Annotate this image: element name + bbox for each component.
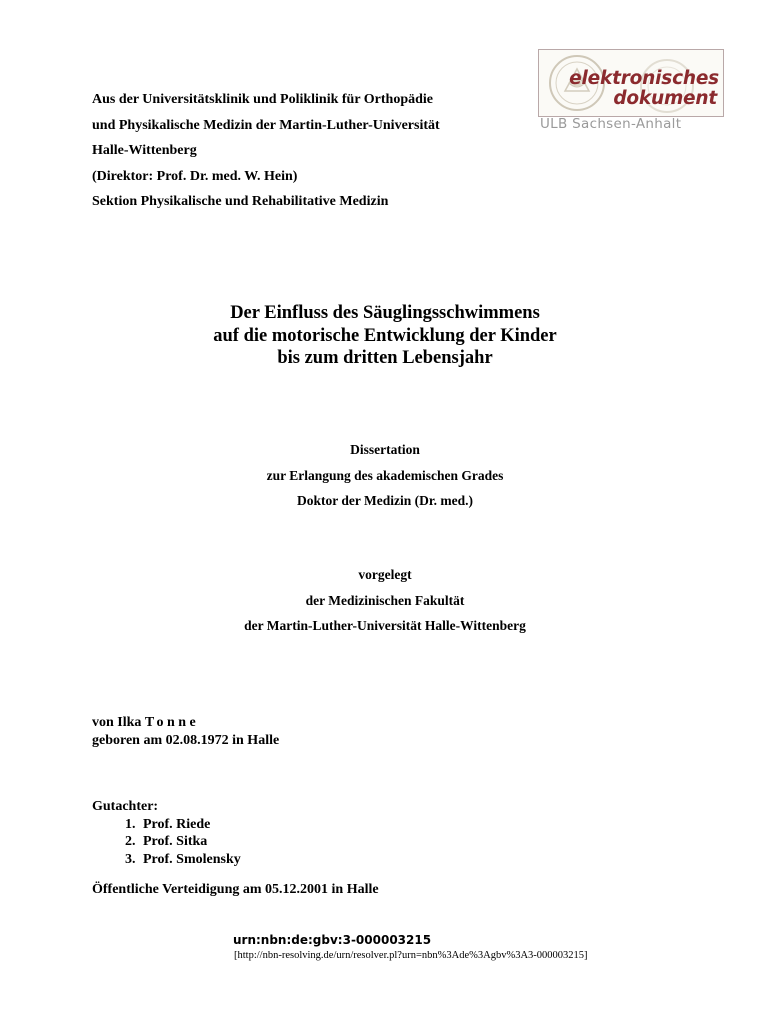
- reviewer-item: 2. Prof. Sitka: [139, 833, 241, 851]
- reviewers-block: [92, 798, 241, 868]
- author-surname: Tonne: [144, 715, 200, 730]
- institution-line-2: und Physikalische Medizin der Martin-Luther-Universität: [92, 117, 440, 133]
- urn-resolver-link[interactable]: [http://nbn-resolving.de/urn/resolver.pl?urn=nbn%3Ade%3Agbv%3A3-000003215]: [234, 950, 588, 961]
- author-block: [92, 714, 279, 750]
- dissertation-info: [0, 437, 770, 514]
- institution-header: [92, 87, 440, 215]
- dissertation-degree: Doktor der Medizin (Dr. med.): [297, 493, 473, 508]
- title-line-3: bis zum dritten Lebensjahr: [277, 348, 493, 368]
- institution-line-4: (Direktor: Prof. Dr. med. W. Hein): [92, 168, 298, 184]
- institution-line-1: Aus der Universitätsklinik und Poliklinik für Orthopädie: [92, 92, 434, 107]
- reviewers-label: Gutachter:: [92, 799, 159, 814]
- logo-subtitle: ULB Sachsen-Anhalt: [540, 116, 682, 132]
- submission-label: vorgelegt: [358, 567, 412, 582]
- submission-info: [0, 562, 770, 639]
- title-line-1: Der Einfluss des Säuglingsschwimmens: [230, 303, 540, 323]
- author-prefix: von Ilka: [92, 715, 145, 730]
- institution-line-3: Halle-Wittenberg: [92, 143, 197, 158]
- urn-identifier: urn:nbn:de:gbv:3-000003215: [233, 933, 432, 947]
- public-defense: Öffentliche Verteidigung am 05.12.2001 in Halle: [92, 882, 379, 897]
- submission-faculty: der Medizinischen Fakultät: [305, 592, 465, 608]
- reviewers-list: [92, 816, 241, 869]
- dissertation-purpose: zur Erlangung des akademischen Grades: [266, 467, 504, 483]
- dissertation-label: Dissertation: [350, 442, 420, 457]
- reviewer-item: 3. Prof. Smolensky: [139, 851, 241, 869]
- institution-line-5: Sektion Physikalische und Rehabilitative Medizin: [92, 194, 389, 209]
- elektronisches-dokument-logo: [536, 49, 724, 137]
- title-line-2: auf die motorische Entwicklung der Kinder: [213, 325, 557, 346]
- logo-word-dokument: dokument: [613, 88, 717, 109]
- submission-university: der Martin-Luther-Universität Halle-Wittenberg: [244, 618, 526, 633]
- dissertation-title: [0, 302, 770, 370]
- reviewer-item: 1. Prof. Riede: [139, 816, 241, 834]
- logo-word-elektronisches: elektronisches: [569, 68, 719, 89]
- author-birth: geboren am 02.08.1972 in Halle: [92, 733, 280, 748]
- author-name: [92, 714, 279, 732]
- logo-box: [538, 49, 724, 117]
